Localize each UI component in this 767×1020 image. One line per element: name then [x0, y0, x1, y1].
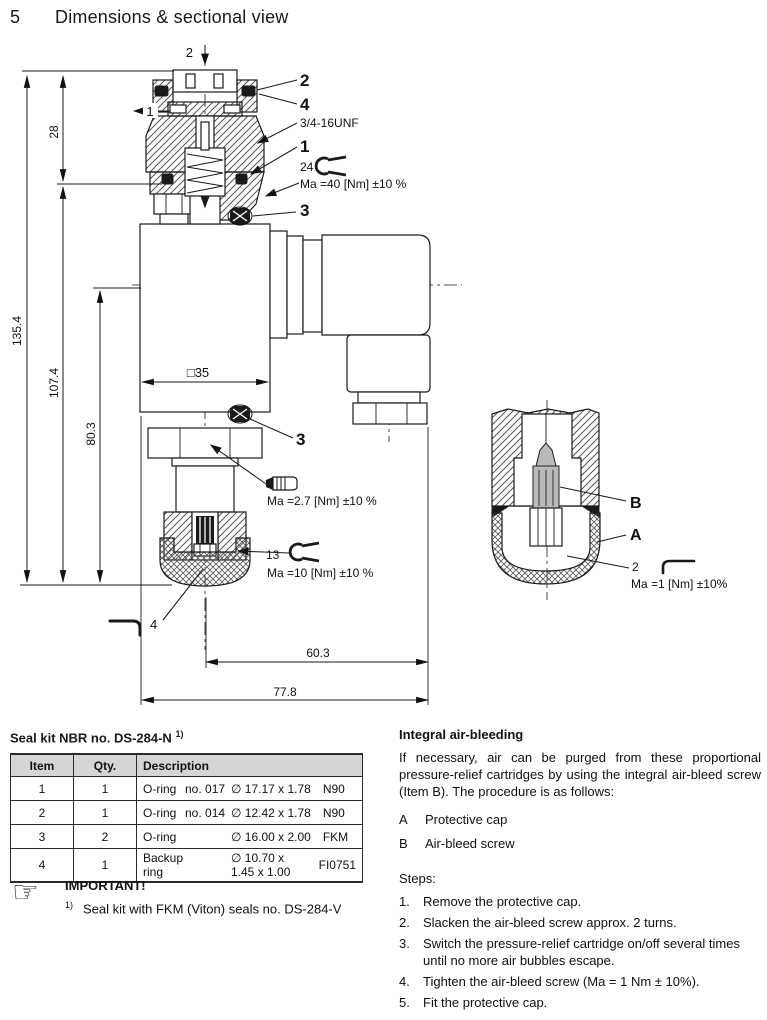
footnote-text: Seal kit with FKM (Viton) seals no. DS-284-V: [83, 901, 342, 917]
step-item: [399, 973, 761, 990]
step-item: [399, 914, 761, 931]
important-title: IMPORTANT!: [65, 878, 146, 893]
callout-3-mid-label: 3: [296, 430, 306, 449]
oring-item2-right: [242, 86, 255, 96]
oring-item3-top: [228, 207, 252, 225]
step-number: 1.: [399, 894, 410, 909]
air-bleeding-title: Integral air-bleeding: [399, 727, 524, 742]
cell-description: O-ring no. 014 ∅ 12.42 x 1.78 N90: [137, 801, 363, 825]
callout-4-bottom-label: 4: [150, 617, 158, 632]
seal-kit-section: [10, 729, 378, 883]
cell-description: O-ring no. 017 ∅ 17.17 x 1.78 N90: [137, 777, 363, 801]
main-sectional-view: [10, 45, 462, 705]
seal-kit-table: [10, 753, 363, 883]
cell-qty: 2: [74, 825, 137, 849]
label-b: B: [630, 495, 642, 512]
torque-40-label: Ma =40 [Nm] ±10 %: [300, 177, 407, 191]
steps-label: Steps:: [399, 871, 436, 886]
step-text: Remove the protective cap.: [423, 894, 582, 909]
dim-28-label: 28: [47, 125, 61, 139]
cell-qty: 1: [74, 849, 137, 883]
legend-item-a: [399, 812, 761, 827]
step-number: 4.: [399, 974, 410, 989]
cell-item: 2: [11, 801, 74, 825]
wrench-size-24-label: 24: [300, 160, 314, 174]
cell-qty: 1: [74, 801, 137, 825]
allen-key-icon-2: [663, 561, 694, 573]
thread-label: 3/4-16UNF: [300, 116, 359, 130]
left-flange-step: [160, 214, 188, 224]
oring-item1-right: [236, 174, 247, 184]
connector-gland-step: [358, 392, 420, 403]
oring-item3-bottom: [228, 405, 252, 423]
torque-10-label: Ma =10 [Nm] ±10 %: [267, 566, 374, 580]
coil-step-2: [287, 236, 303, 334]
air-bleeding-intro: If necessary, air can be purged from these proportional pressure-relief cartridges by using the integral air-bleed screw (Item B). The procedure is as follows:: [399, 750, 761, 799]
column-header-qty: Qty.: [74, 754, 137, 777]
cell-item: 3: [11, 825, 74, 849]
legend-item-b: [399, 836, 761, 851]
step-number: 3.: [399, 936, 410, 951]
coil-step-3: [303, 240, 322, 332]
coil-step-1: [270, 231, 287, 338]
column-header-description: Description: [137, 754, 363, 777]
dim-107-label: 107.4: [47, 367, 61, 399]
oring-item2-left: [155, 86, 168, 96]
cell-item: 1: [11, 777, 74, 801]
dim-60-label: 60.3: [306, 646, 330, 660]
cell-description: O-ring ∅ 16.00 x 2.00 FKM: [137, 825, 363, 849]
allen-size-2-label: 2: [632, 560, 639, 574]
port1-hole-left: [170, 105, 186, 113]
air-bleeding-section: [399, 727, 761, 1015]
adjuster-cap: [173, 70, 237, 92]
callout-3-top-label: 3: [300, 201, 310, 220]
legend-key-a: A: [399, 812, 408, 827]
table-row: [11, 777, 363, 801]
seal-kit-title: [10, 729, 378, 745]
wrench-size-13-label: 13: [266, 548, 280, 562]
connector-body: [347, 335, 430, 392]
torque-27-label: Ma =2.7 [Nm] ±10 %: [267, 494, 377, 508]
torque-1-label: Ma =1 [Nm] ±10%: [631, 577, 728, 591]
table-row: [11, 825, 363, 849]
important-footnote: [65, 900, 382, 916]
tube: [176, 466, 234, 512]
cell-qty: 1: [74, 777, 137, 801]
left-hex-nut: [154, 194, 192, 214]
adjuster-screw: [194, 516, 216, 556]
coil-body: [140, 224, 270, 412]
wrench-icon-13: [290, 543, 319, 561]
table-header-row: [11, 754, 363, 777]
step-item: [399, 994, 761, 1011]
seal-kit-title-text: Seal kit NBR no. DS-284-N: [10, 730, 172, 746]
port1-hole-right: [224, 105, 240, 113]
adjuster-slot-right: [214, 74, 223, 88]
oring-item1-left: [162, 174, 173, 184]
detail-view: [492, 400, 728, 600]
step-number: 5.: [399, 995, 410, 1010]
legend-text-b: Air-bleed screw: [425, 836, 515, 851]
knob-icon: [266, 477, 297, 490]
step-text: Slacken the air-bleed screw approx. 2 turns.: [423, 915, 677, 930]
wrench-icon-24: [316, 157, 346, 175]
dim-135-label: 135.4: [10, 315, 24, 347]
important-note: [10, 878, 382, 916]
step-item: [399, 935, 761, 969]
step-number: 2.: [399, 915, 410, 930]
connector-tube: [322, 235, 430, 335]
tube-lip: [172, 458, 238, 466]
column-header-item: Item: [11, 754, 74, 777]
label-a: A: [630, 527, 642, 544]
dim-80-label: 80.3: [84, 422, 98, 446]
section-title: Dimensions & sectional view: [55, 7, 289, 27]
callout-2-label: 2: [300, 71, 310, 90]
dim-35-label: □35: [186, 365, 210, 380]
callout-4-label: 4: [300, 95, 310, 114]
dim-77-label: 77.8: [273, 685, 297, 699]
step-item: [399, 893, 761, 910]
pointing-hand-icon: ☞: [12, 876, 39, 909]
seal-kit-title-footnote-mark: 1): [175, 729, 184, 739]
allen-key-icon-4: [110, 621, 140, 635]
cell-description: Backup ring ∅ 10.70 x 1.45 x 1.00 FI0751: [137, 849, 363, 883]
lower-hex-nut: [148, 428, 262, 458]
port-1-label: 1: [146, 104, 154, 119]
legend-text-a: Protective cap: [425, 812, 508, 827]
step-text: Switch the pressure-relief cartridge on/off several times until no more air bubbles escape.: [423, 936, 740, 968]
section-number: 5: [10, 7, 21, 27]
adjuster-slot-left: [186, 74, 195, 88]
callout-1-label: 1: [300, 137, 310, 156]
port-2-label: 2: [185, 45, 193, 60]
adjust-stem: [201, 122, 209, 150]
cell-item: 4: [11, 849, 74, 883]
step-text: Fit the protective cap.: [423, 995, 548, 1010]
table-row: [11, 801, 363, 825]
connector-gland-nut: [353, 403, 427, 424]
legend-key-b: B: [399, 836, 408, 851]
step-text: Tighten the air-bleed screw (Ma = 1 Nm ± 10%).: [423, 974, 700, 989]
footnote-mark: 1): [65, 900, 74, 910]
